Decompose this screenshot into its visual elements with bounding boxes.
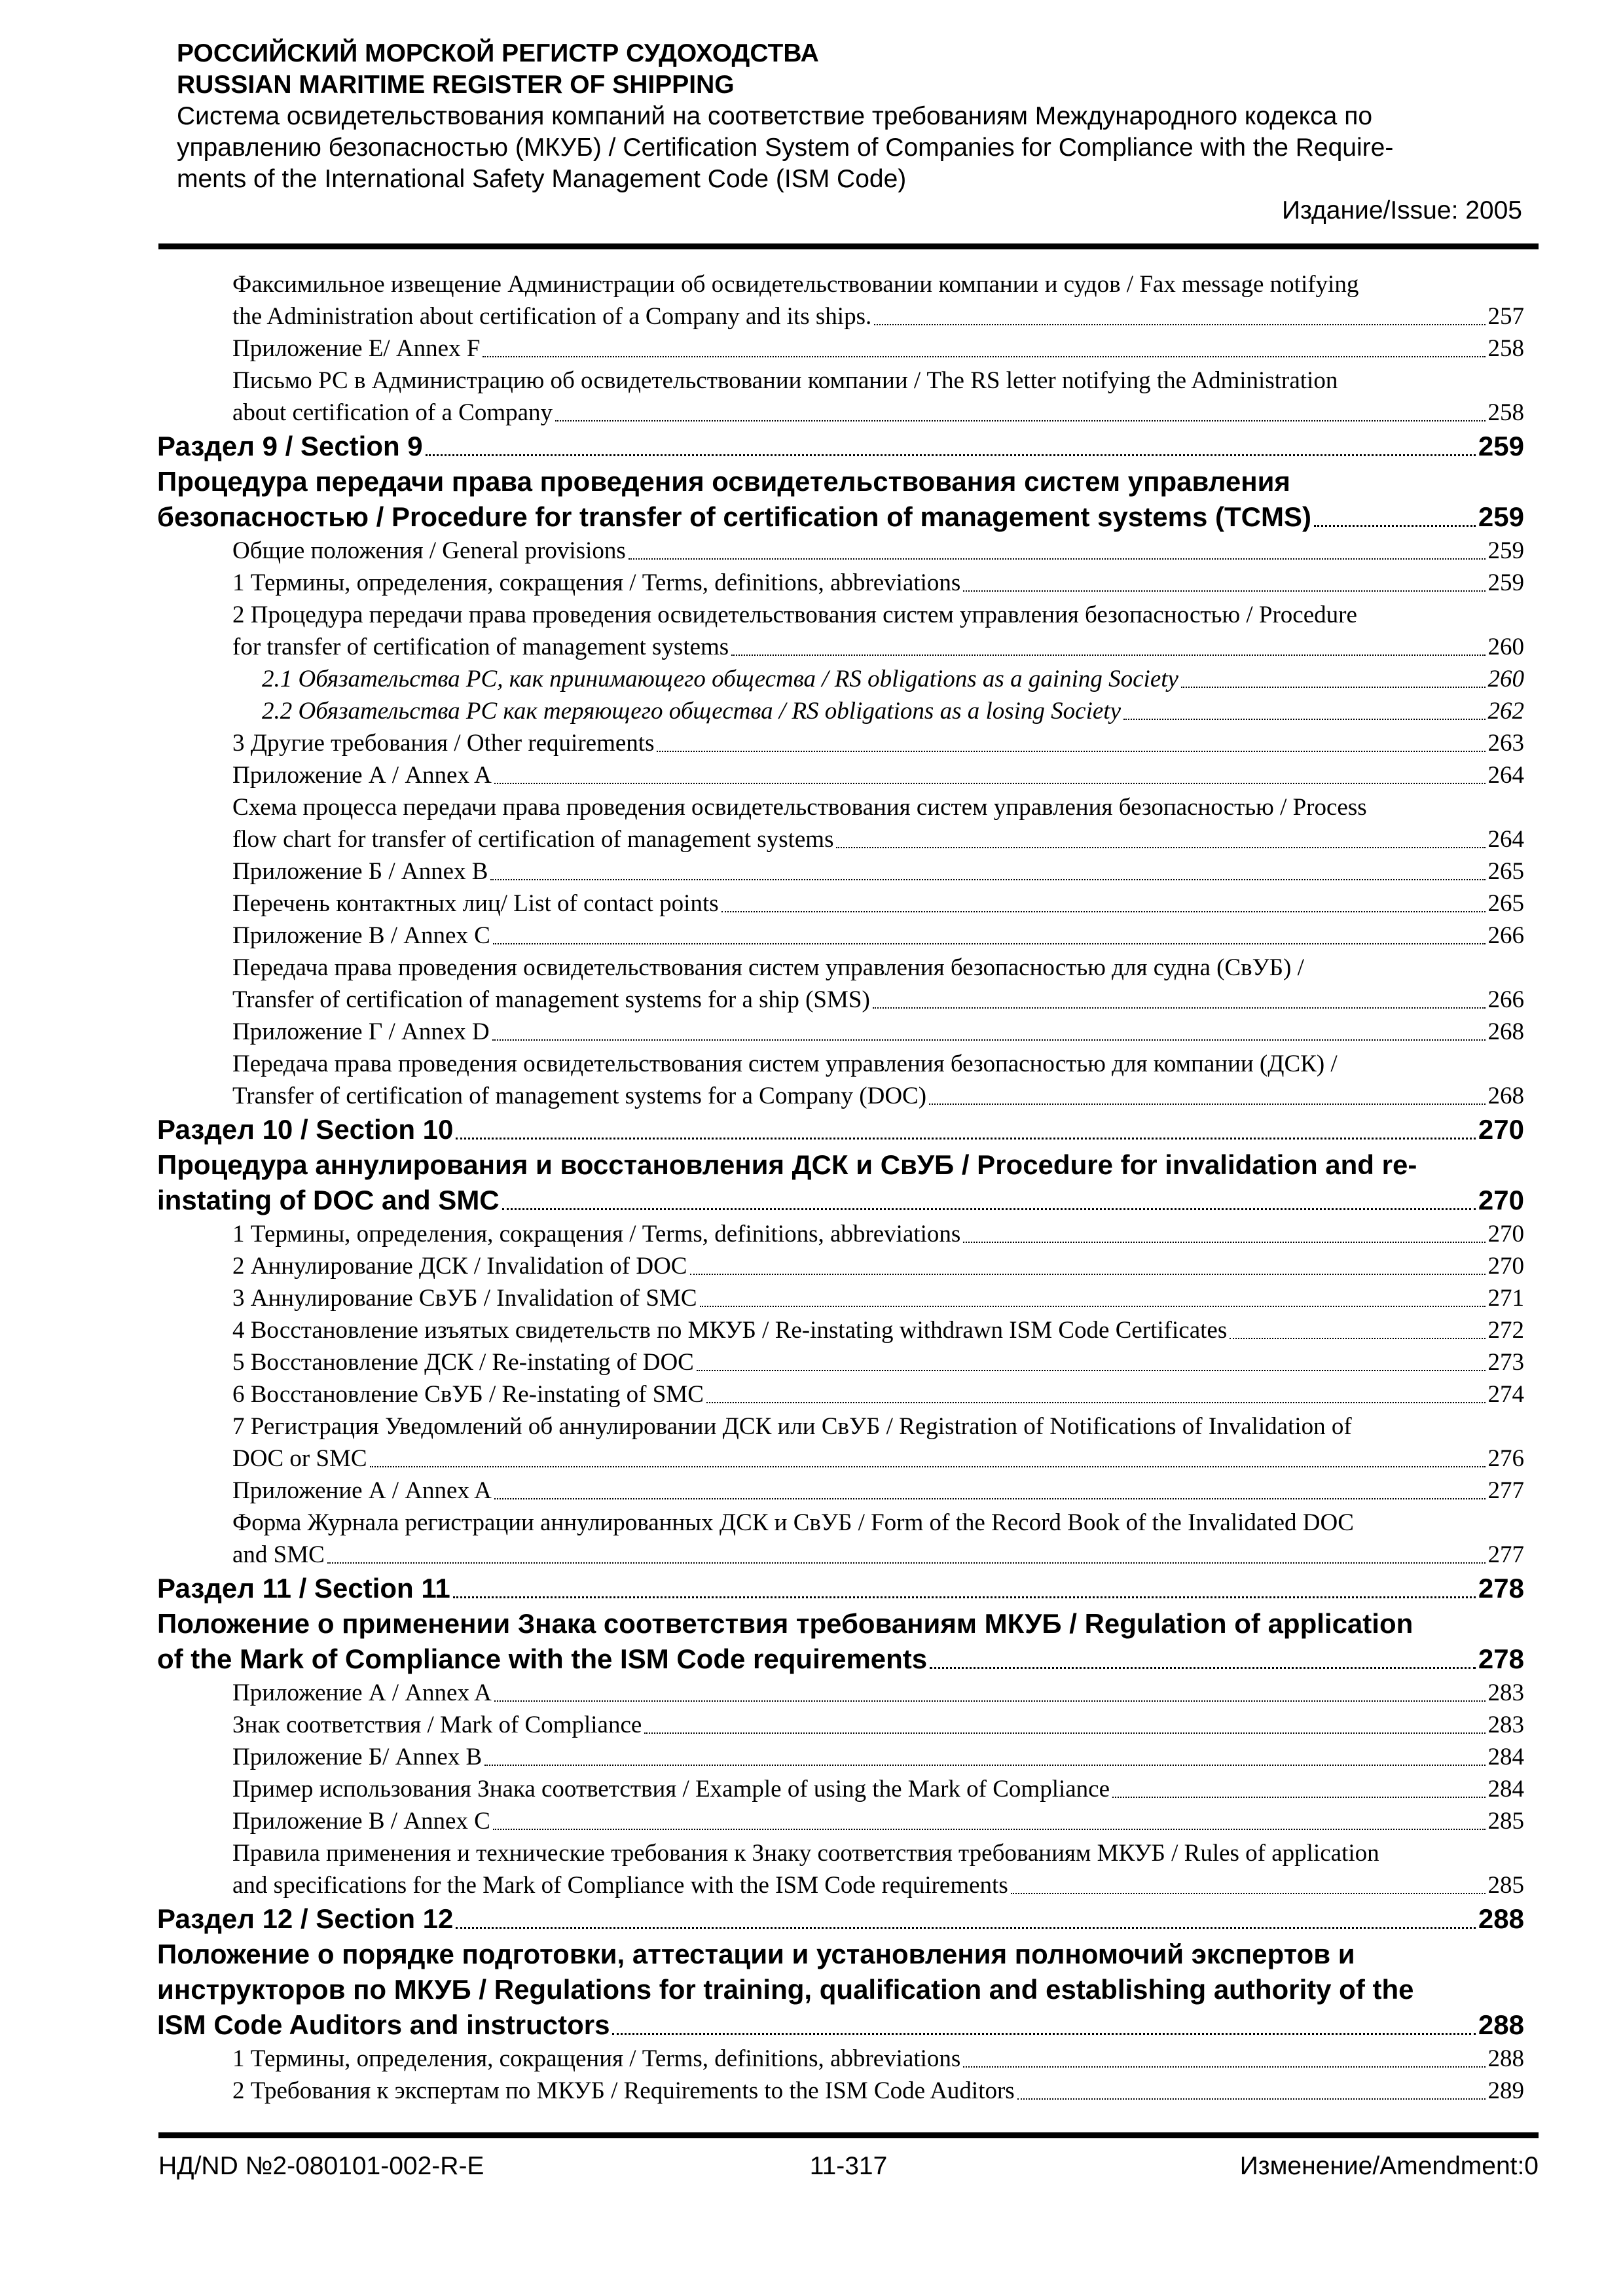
page-footer	[158, 2148, 1539, 2185]
toc-entry-title: flow chart for transfer of certification of management systems	[232, 826, 834, 853]
toc-entry-page: 257	[1487, 303, 1524, 330]
toc-entry-page: 273	[1487, 1349, 1524, 1376]
toc-entry-title: Раздел 12 / Section 12	[157, 1903, 454, 1934]
toc-entry-page: 270	[1478, 1114, 1524, 1145]
toc-entry[interactable]	[157, 1048, 1524, 1112]
toc-entry[interactable]	[157, 1677, 1524, 1709]
toc-entry-page: 272	[1487, 1317, 1524, 1344]
toc-section-entry[interactable]	[157, 1901, 1524, 1937]
dot-leader	[1314, 525, 1476, 527]
dot-leader	[874, 324, 1485, 325]
toc-entry-page: 259	[1487, 569, 1524, 596]
header-title-line-1: Система освидетельствования компаний на соответствие требованиям Международного кодекса по	[177, 102, 1373, 130]
toc-entry[interactable]	[157, 1282, 1524, 1314]
toc-entry-page: 259	[1487, 537, 1524, 564]
toc-entry-page: 270	[1478, 1185, 1524, 1215]
toc-entry-title: 4 Восстановление изъятых свидетельств по МКУБ / Re-instating withdrawn ISM Code Certificates	[232, 1317, 1228, 1344]
dot-leader	[484, 1765, 1485, 1766]
toc-section-entry[interactable]	[157, 1937, 1524, 2043]
toc-entry-title: 3 Аннулирование СвУБ / Invalidation of SMC	[232, 1285, 697, 1312]
toc-entry[interactable]	[157, 727, 1524, 759]
toc-entry-page: 288	[1478, 2009, 1524, 2040]
toc-entry-title: Пример использования Знака соответствия / Example of using the Mark of Compliance	[232, 1776, 1110, 1803]
dot-leader	[963, 2066, 1485, 2068]
toc-entry-title: Приложение Г / Annex D	[232, 1018, 490, 1045]
dot-leader	[370, 1466, 1486, 1467]
dot-leader	[1112, 1797, 1485, 1798]
toc-entry-title: 6 Восстановление СвУБ / Re-instating of SMC	[232, 1381, 704, 1408]
toc-entry-title: безопасностью / Procedure for transfer of certification of management systems (TCMS)	[157, 501, 1311, 532]
toc-entry[interactable]	[157, 1346, 1524, 1378]
toc-entry-page: 259	[1478, 501, 1524, 532]
toc-section-entry[interactable]	[157, 1606, 1524, 1677]
toc-entry-page: 259	[1478, 431, 1524, 461]
toc-entry-page: 284	[1487, 1744, 1524, 1770]
toc-entry-title: 2 Аннулирование ДСК / Invalidation of DOC	[232, 1253, 687, 1280]
toc-entry-page: 289	[1487, 2077, 1524, 2104]
dot-leader	[963, 1242, 1485, 1243]
toc-entry[interactable]	[157, 888, 1524, 920]
toc-entry-title: Приложение Б/ Annex B	[232, 1744, 483, 1770]
toc-entry[interactable]	[157, 663, 1524, 695]
dot-leader	[327, 1562, 1486, 1564]
toc-entry-title: the Administration about certification of a Company and its ships.	[232, 303, 872, 330]
toc-entry-page: 285	[1487, 1872, 1524, 1899]
toc-entry[interactable]	[157, 920, 1524, 952]
dot-leader	[492, 1039, 1486, 1041]
dot-leader	[963, 590, 1485, 592]
dot-leader	[555, 420, 1485, 422]
toc-entry-title: 2.2 Обязательства РС как теряющего общества / RS obligations as a losing Society	[262, 698, 1122, 725]
toc-section-entry[interactable]	[157, 429, 1524, 464]
toc-entry-title: 5 Восстановление ДСК / Re-instating of DOC	[232, 1349, 694, 1376]
toc-entry[interactable]	[157, 1410, 1524, 1475]
toc-entry-title: Общие положения / General provisions	[232, 537, 626, 564]
toc-entry-page: 268	[1487, 1083, 1524, 1109]
toc-entry[interactable]	[157, 1314, 1524, 1346]
dot-leader	[644, 1732, 1485, 1734]
toc-entry-page: 264	[1487, 826, 1524, 853]
toc-entry-title: Раздел 10 / Section 10	[157, 1114, 454, 1145]
toc-entry[interactable]	[157, 1016, 1524, 1048]
toc-entry-page: 277	[1487, 1541, 1524, 1568]
dot-leader	[700, 1306, 1486, 1307]
toc-entry[interactable]	[157, 2043, 1524, 2075]
dot-leader	[629, 558, 1486, 560]
toc-entry-title: 1 Термины, определения, сокращения / Terms, definitions, abbreviations	[232, 2045, 961, 2072]
toc-entry-title: Правила применения и технические требования к Знаку соответствия требованиям МКУБ / Rules of application	[232, 1840, 1379, 1867]
toc-entry-title: Процедура передачи права проведения освидетельствования систем управления	[157, 466, 1290, 497]
dot-leader	[657, 751, 1485, 752]
toc-entry-page: 262	[1487, 698, 1524, 725]
toc-entry-title: for transfer of certification of management systems	[232, 634, 729, 660]
toc-entry-title: about certification of a Company	[232, 399, 553, 426]
toc-entry-title: of the Mark of Compliance with the ISM Code requirements	[157, 1643, 928, 1674]
toc-entry-title: Приложение В / Annex C	[232, 1808, 490, 1835]
page-header	[177, 38, 1522, 226]
dot-leader	[493, 1829, 1486, 1830]
toc-entry[interactable]	[157, 952, 1524, 1016]
toc-entry-title: инструкторов по МКУБ / Regulations for training, qualification and establishing authority of the	[157, 1974, 1414, 2005]
dot-leader	[1123, 719, 1485, 720]
toc-entry[interactable]	[157, 2075, 1524, 2107]
toc-entry-title: Факсимильное извещение Администрации об освидетельствовании компании и судов / Fax message notifying	[232, 271, 1359, 298]
toc-entry-title: 1 Термины, определения, сокращения / Terms, definitions, abbreviations	[232, 1221, 961, 1247]
toc-entry[interactable]	[157, 1709, 1524, 1741]
dot-leader	[929, 1103, 1485, 1105]
footer-doc-number: НД/ND №2-080101-002-R-E	[158, 2152, 484, 2180]
toc-entry[interactable]	[157, 1250, 1524, 1282]
header-rule	[158, 243, 1539, 249]
toc-entry-title: instating of DOC and SMC	[157, 1185, 500, 1215]
dot-leader	[690, 1274, 1486, 1275]
toc-entry[interactable]	[157, 1837, 1524, 1901]
dot-leader	[1181, 687, 1486, 688]
toc-entry-page: 258	[1487, 335, 1524, 362]
toc-entry-page: 266	[1487, 986, 1524, 1013]
toc-entry-page: 285	[1487, 1808, 1524, 1835]
toc-section-entry[interactable]	[157, 1112, 1524, 1147]
toc-entry-title: Приложение В / Annex C	[232, 922, 490, 949]
toc-entry[interactable]	[157, 535, 1524, 567]
dot-leader	[612, 2033, 1475, 2035]
toc-entry-page: 276	[1487, 1445, 1524, 1472]
toc-entry-page: 284	[1487, 1776, 1524, 1803]
toc-entry-title: Transfer of certification of management systems for a ship (SMS)	[232, 986, 870, 1013]
toc-entry-title: Передача права проведения освидетельствования систем управления безопасностью для компании (ДСК) /	[232, 1050, 1338, 1077]
toc-entry-page: 274	[1487, 1381, 1524, 1408]
toc-entry-title: Приложение Б / Annex B	[232, 858, 488, 885]
toc-entry-page: 288	[1487, 2045, 1524, 2072]
toc-entry-page: 258	[1487, 399, 1524, 426]
toc-entry-page: 265	[1487, 890, 1524, 917]
toc-entry-title: Форма Журнала регистрации аннулированных ДСК и СвУБ / Form of the Record Book of the Invalidated DOC	[232, 1509, 1354, 1536]
toc-entry-title: 7 Регистрация Уведомлений об аннулировании ДСК или СвУБ / Registration of Notifications of Invalidation of	[232, 1413, 1352, 1440]
dot-leader	[873, 1007, 1486, 1009]
toc-entry-title: Положение о порядке подготовки, аттестации и установления полномочий экспертов и	[157, 1939, 1355, 1969]
dot-leader	[483, 356, 1485, 357]
dot-leader	[493, 943, 1486, 944]
toc-entry-title: Письмо РС в Администрацию об освидетельствовании компании / The RS letter notifying the Administration	[232, 367, 1338, 394]
toc-entry[interactable]	[157, 791, 1524, 855]
dot-leader	[456, 1138, 1476, 1139]
toc-entry-page: 264	[1487, 762, 1524, 789]
footer-rule	[158, 2132, 1539, 2138]
toc-entry-page: 271	[1487, 1285, 1524, 1312]
toc-entry-title: Transfer of certification of management systems for a Company (DOC)	[232, 1083, 927, 1109]
dot-leader	[731, 655, 1485, 656]
dot-leader	[697, 1370, 1486, 1371]
toc-entry[interactable]	[157, 599, 1524, 663]
header-issue: Издание/Issue: 2005	[1282, 196, 1522, 224]
toc-entry-title: Приложение А / Annex A	[232, 1679, 492, 1706]
toc-entry[interactable]	[157, 855, 1524, 888]
header-title-line-3: ments of the International Safety Management Code (ISM Code)	[177, 165, 907, 193]
toc-entry-title: Передача права проведения освидетельствования систем управления безопасностью для судна (СвУБ) /	[232, 954, 1304, 981]
toc-entry-page: 265	[1487, 858, 1524, 885]
dot-leader	[494, 783, 1486, 784]
toc-entry[interactable]	[157, 1741, 1524, 1773]
toc-entry[interactable]	[157, 1218, 1524, 1250]
toc-entry-title: Перечень контактных лиц/ List of contact points	[232, 890, 719, 917]
toc-entry-title: DOC or SMC	[232, 1445, 367, 1472]
footer-page-number: 11-317	[809, 2152, 888, 2180]
toc-entry-title: 2.1 Обязательства РС, как принимающего общества / RS obligations as a gaining Society	[262, 666, 1178, 692]
toc-entry-title: and specifications for the Mark of Compliance with the ISM Code requirements	[232, 1872, 1008, 1899]
toc-entry-page: 270	[1487, 1253, 1524, 1280]
footer-amendment: Изменение/Amendment:0	[1239, 2152, 1539, 2180]
dot-leader	[706, 1402, 1486, 1403]
toc-entry-page: 288	[1478, 1903, 1524, 1934]
toc-entry-page: 263	[1487, 730, 1524, 757]
toc-entry-title: Приложение Е/ Annex F	[232, 335, 481, 362]
toc-entry-title: Знак соответствия / Mark of Compliance	[232, 1712, 642, 1738]
toc-entry[interactable]	[157, 1378, 1524, 1410]
toc-entry[interactable]	[157, 1507, 1524, 1571]
dot-leader	[721, 911, 1486, 912]
toc-entry[interactable]	[157, 1475, 1524, 1507]
dot-leader	[494, 1498, 1486, 1499]
toc-entry-title: Раздел 11 / Section 11	[157, 1573, 450, 1604]
toc-entry-title: and SMC	[232, 1541, 325, 1568]
dot-leader	[930, 1667, 1476, 1669]
toc-entry[interactable]	[157, 1805, 1524, 1837]
toc-entry[interactable]	[157, 365, 1524, 429]
toc-entry-page: 283	[1487, 1712, 1524, 1738]
dot-leader	[1230, 1338, 1485, 1339]
toc-entry[interactable]	[157, 759, 1524, 791]
toc-entry-page: 278	[1478, 1573, 1524, 1604]
dot-leader	[1017, 2098, 1486, 2100]
header-title-line-2: управлению безопасностью (МКУБ) / Certification System of Companies for Compliance with the Require-	[177, 134, 1394, 162]
dot-leader	[426, 454, 1476, 456]
toc-section-entry[interactable]	[157, 464, 1524, 535]
toc-entry[interactable]	[157, 695, 1524, 727]
header-org-en: RUSSIAN MARITIME REGISTER OF SHIPPING	[177, 71, 735, 99]
dot-leader	[453, 1596, 1476, 1598]
toc-entry-title: 2 Процедура передачи права проведения освидетельствования систем управления безопасностью / Procedure	[232, 601, 1357, 628]
toc-entry-title: 3 Другие требования / Other requirements	[232, 730, 655, 757]
toc-entry-title: Схема процесса передачи права проведения освидетельствования систем управления безопасностью / Process	[232, 794, 1367, 821]
toc-entry-page: 278	[1478, 1643, 1524, 1674]
toc-section-entry[interactable]	[157, 1571, 1524, 1606]
toc-entry-title: ISM Code Auditors and instructors	[157, 2009, 610, 2040]
toc-entry[interactable]	[157, 567, 1524, 599]
toc-entry-page: 270	[1487, 1221, 1524, 1247]
dot-leader	[836, 847, 1485, 848]
toc-entry-page: 268	[1487, 1018, 1524, 1045]
header-org-ru: РОССИЙСКИЙ МОРСКОЙ РЕГИСТР СУДОХОДСТВА	[177, 39, 819, 67]
toc-entry-page: 260	[1487, 666, 1524, 692]
toc-entry-page: 283	[1487, 1679, 1524, 1706]
table-of-contents	[157, 268, 1524, 2107]
toc-entry-title: Процедура аннулирования и восстановления ДСК и СвУБ / Procedure for invalidation and re-	[157, 1149, 1417, 1180]
dot-leader	[1011, 1893, 1486, 1894]
toc-entry-title: Приложение А / Annex A	[232, 762, 492, 789]
toc-entry-title: Положение о применении Знака соответствия требованиям МКУБ / Regulation of application	[157, 1608, 1413, 1639]
dot-leader	[490, 879, 1485, 880]
toc-entry-page: 260	[1487, 634, 1524, 660]
dot-leader	[502, 1208, 1476, 1210]
dot-leader	[494, 1700, 1486, 1702]
dot-leader	[456, 1927, 1476, 1929]
toc-section-entry[interactable]	[157, 1147, 1524, 1218]
toc-entry-title: 1 Термины, определения, сокращения / Terms, definitions, abbreviations	[232, 569, 961, 596]
toc-entry-title: Раздел 9 / Section 9	[157, 431, 423, 461]
toc-entry[interactable]	[157, 1773, 1524, 1805]
toc-entry-page: 266	[1487, 922, 1524, 949]
toc-entry-title: 2 Требования к экспертам по МКУБ / Requirements to the ISM Code Auditors	[232, 2077, 1015, 2104]
toc-entry[interactable]	[157, 332, 1524, 365]
toc-entry-title: Приложение А / Annex A	[232, 1477, 492, 1504]
toc-entry[interactable]	[157, 268, 1524, 332]
toc-entry-page: 277	[1487, 1477, 1524, 1504]
